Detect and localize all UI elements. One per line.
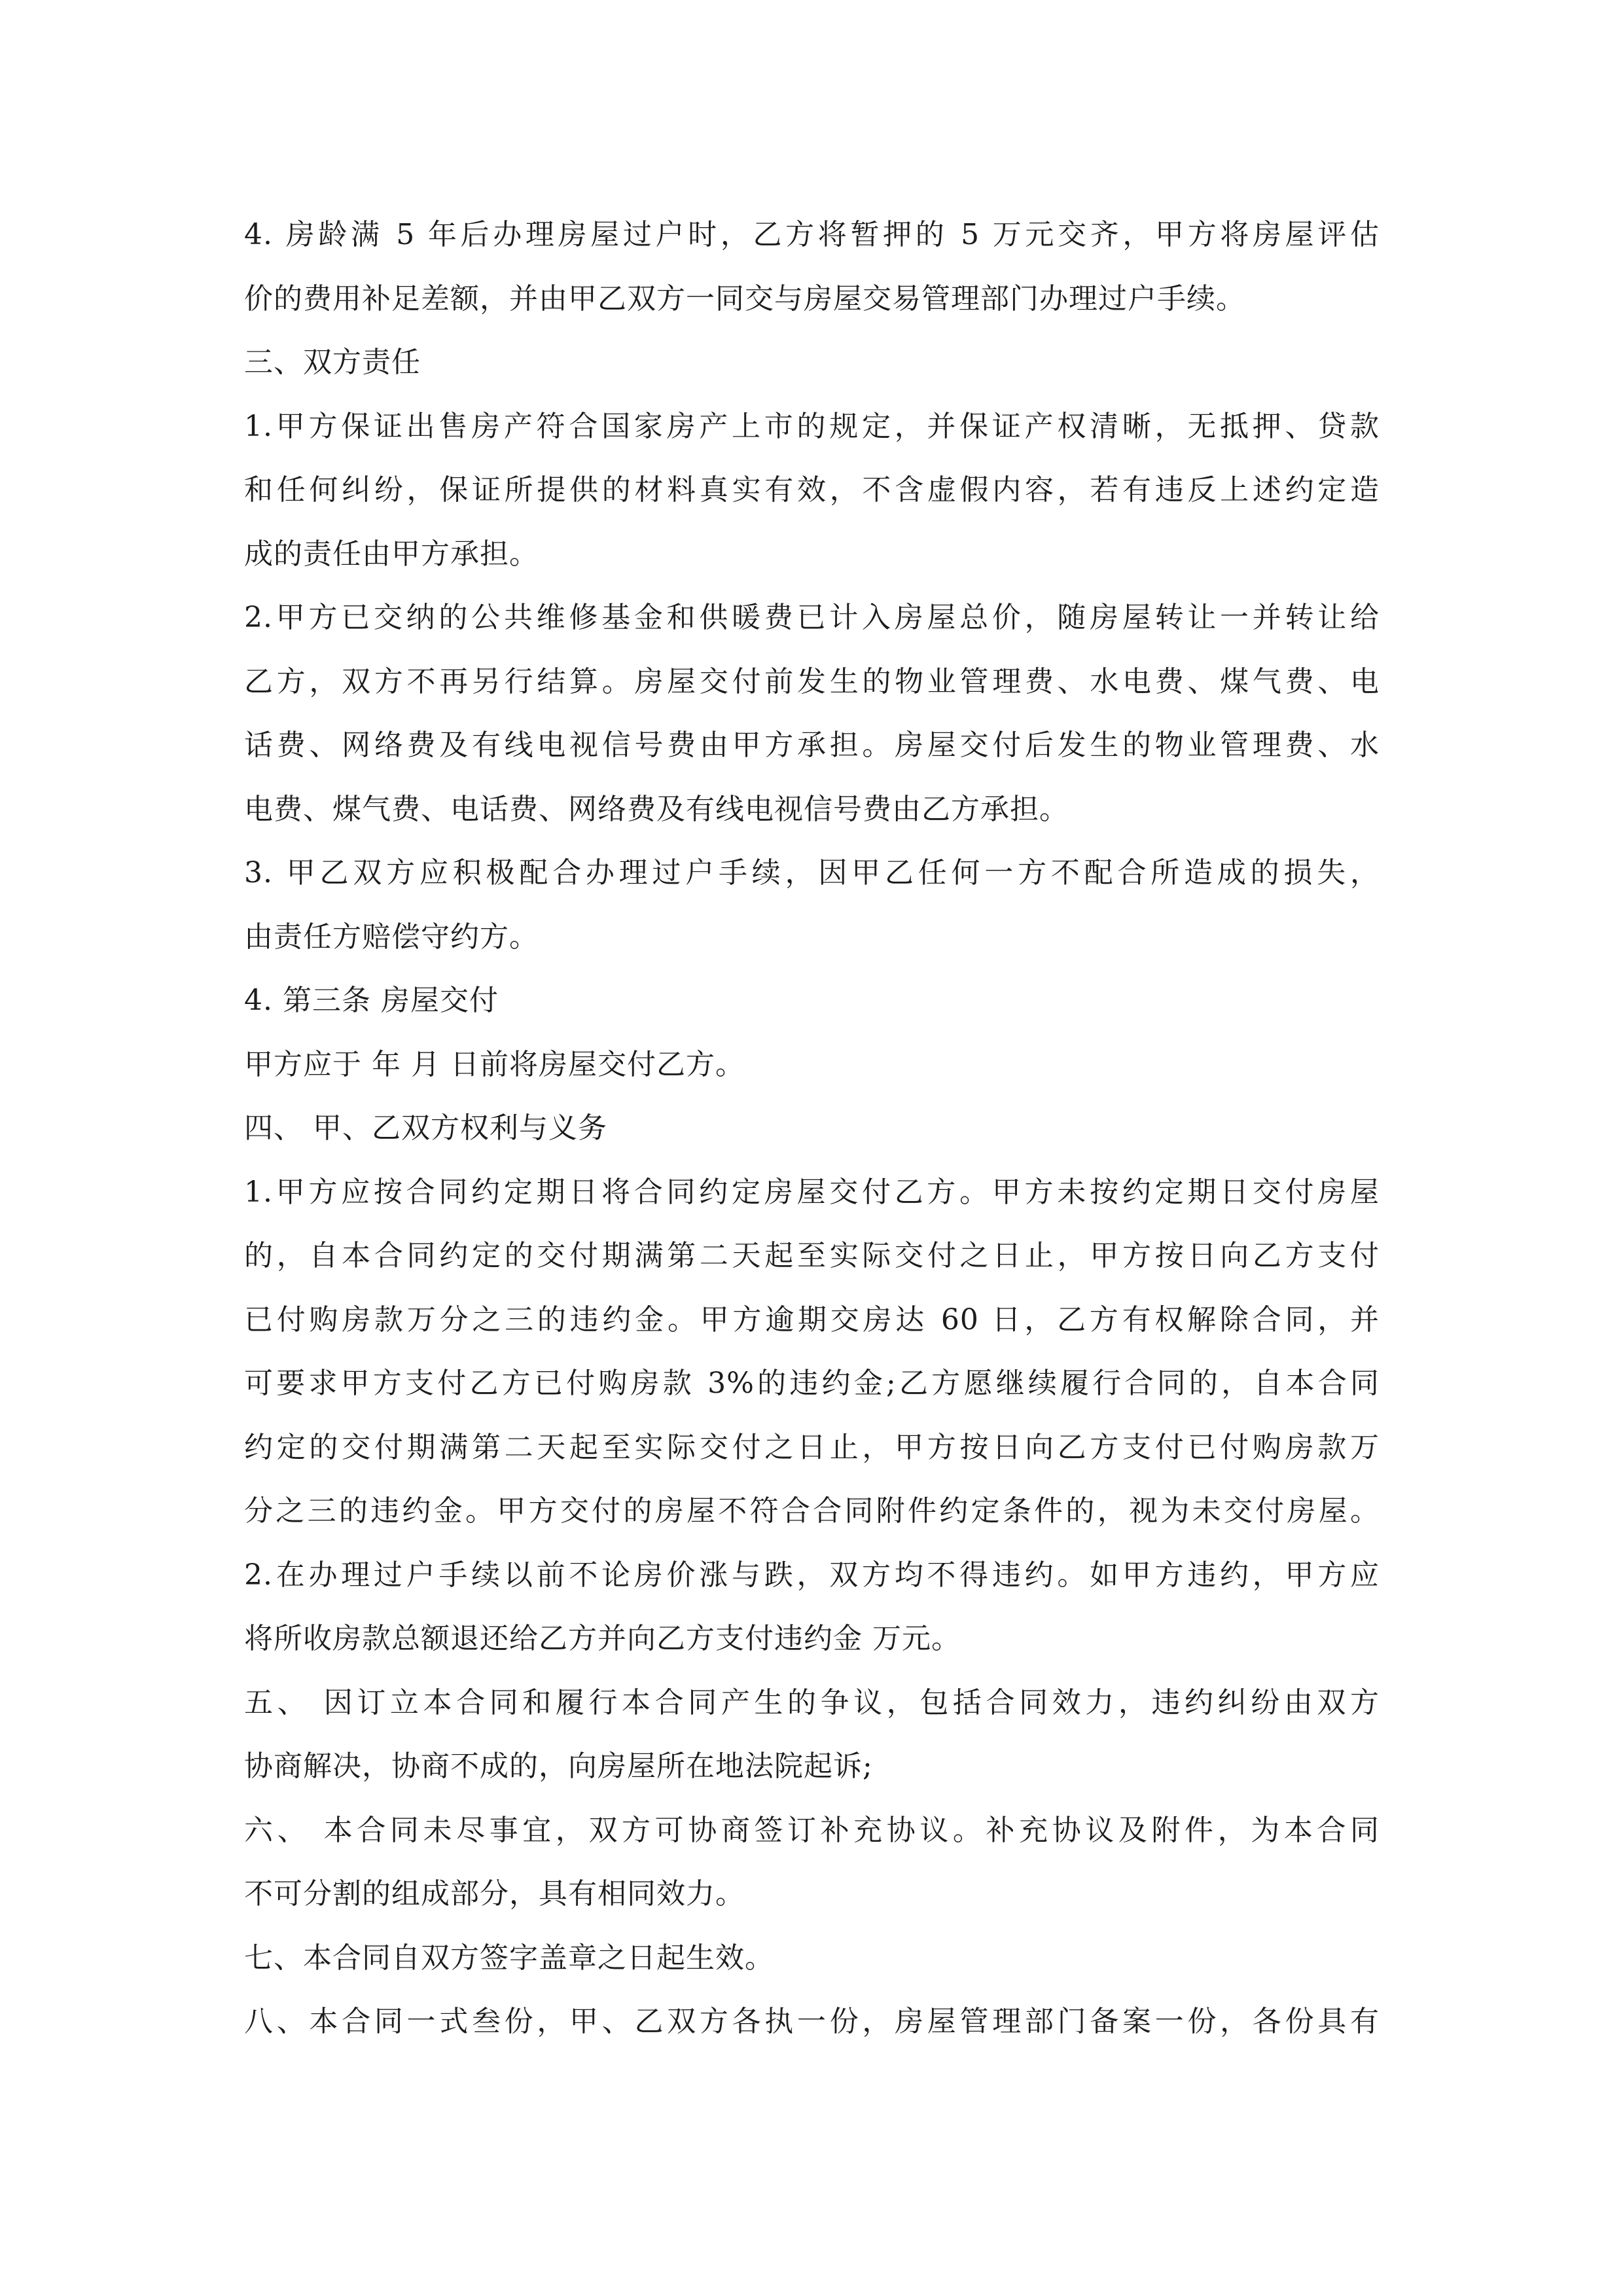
text-line: 可要求甲方支付乙方已付购房款 3%的违约金;乙方愿继续履行合同的，自本合同 [244, 1367, 1380, 1400]
text-line: 4. 房龄满 5 年后办理房屋过户时，乙方将暂押的 5 万元交齐，甲方将房屋评估 [244, 218, 1380, 251]
text-line: 的，自本合同约定的交付期满第二天起至实际交付之日止，甲方按日向乙方支付 [244, 1239, 1380, 1272]
text-line: 约定的交付期满第二天起至实际交付之日止，甲方按日向乙方支付已付购房款万 [244, 1430, 1380, 1464]
text-line: 五、 因订立本合同和履行本合同产生的争议，包括合同效力，违约纠纷由双方 [244, 1685, 1380, 1719]
text-line: 由责任方赔偿守约方。 [244, 920, 539, 954]
text-line: 话费、网络费及有线电视信号费由甲方承担。房屋交付后发生的物业管理费、水 [244, 728, 1380, 762]
text-line: 甲方应于 年 月 日前将房屋交付乙方。 [244, 1047, 745, 1081]
text-line: 已付购房款万分之三的违约金。甲方逾期交房达 60 日，乙方有权解除合同，并 [244, 1302, 1380, 1336]
text-line: 和任何纠纷，保证所提供的材料真实有效，不含虚假内容，若有违反上述约定造 [244, 473, 1380, 507]
text-line: 六、 本合同未尽事宜，双方可协商签订补充协议。补充协议及附件，为本合同 [244, 1813, 1380, 1847]
text-line: 七、本合同自双方签字盖章之日起生效。 [244, 1941, 774, 1975]
text-line: 将所收房款总额退还给乙方并向乙方支付违约金 万元。 [244, 1622, 961, 1655]
text-line: 1.甲方保证出售房产符合国家房产上市的规定，并保证产权清晰，无抵押、贷款 [244, 409, 1380, 443]
text-line: 成的责任由甲方承担。 [244, 537, 539, 571]
text-line: 不可分割的组成部分，具有相同效力。 [244, 1877, 745, 1910]
text-line: 3. 甲乙双方应积极配合办理过户手续，因甲乙任何一方不配合所造成的损失， [244, 856, 1380, 889]
contract-body-text [244, 203, 1380, 2054]
section-heading: 四、 甲、乙双方权利与义务 [244, 1111, 607, 1145]
text-line: 八、本合同一式叁份，甲、乙双方各执一份，房屋管理部门备案一份，各份具有 [244, 2005, 1380, 2038]
section-heading: 三、双方责任 [244, 346, 421, 379]
text-line: 价的费用补足差额，并由甲乙双方一同交与房屋交易管理部门办理过户手续。 [244, 281, 1245, 315]
text-line: 1.甲方应按合同约定期日将合同约定房屋交付乙方。甲方未按约定期日交付房屋 [244, 1175, 1380, 1209]
text-line: 2.甲方已交纳的公共维修基金和供暖费已计入房屋总价，随房屋转让一并转让给 [244, 601, 1380, 634]
text-line: 2.在办理过户手续以前不论房价涨与跌，双方均不得违约。如甲方违约，甲方应 [244, 1558, 1380, 1592]
text-line: 4. 第三条 房屋交付 [244, 984, 499, 1017]
text-line: 电费、煤气费、电话费、网络费及有线电视信号费由乙方承担。 [244, 792, 1069, 826]
text-line: 分之三的违约金。甲方交付的房屋不符合合同附件约定条件的，视为未交付房屋。 [244, 1494, 1380, 1528]
text-line: 协商解决，协商不成的，向房屋所在地法院起诉; [244, 1749, 873, 1783]
text-line: 乙方，双方不再另行结算。房屋交付前发生的物业管理费、水电费、煤气费、电 [244, 664, 1380, 698]
